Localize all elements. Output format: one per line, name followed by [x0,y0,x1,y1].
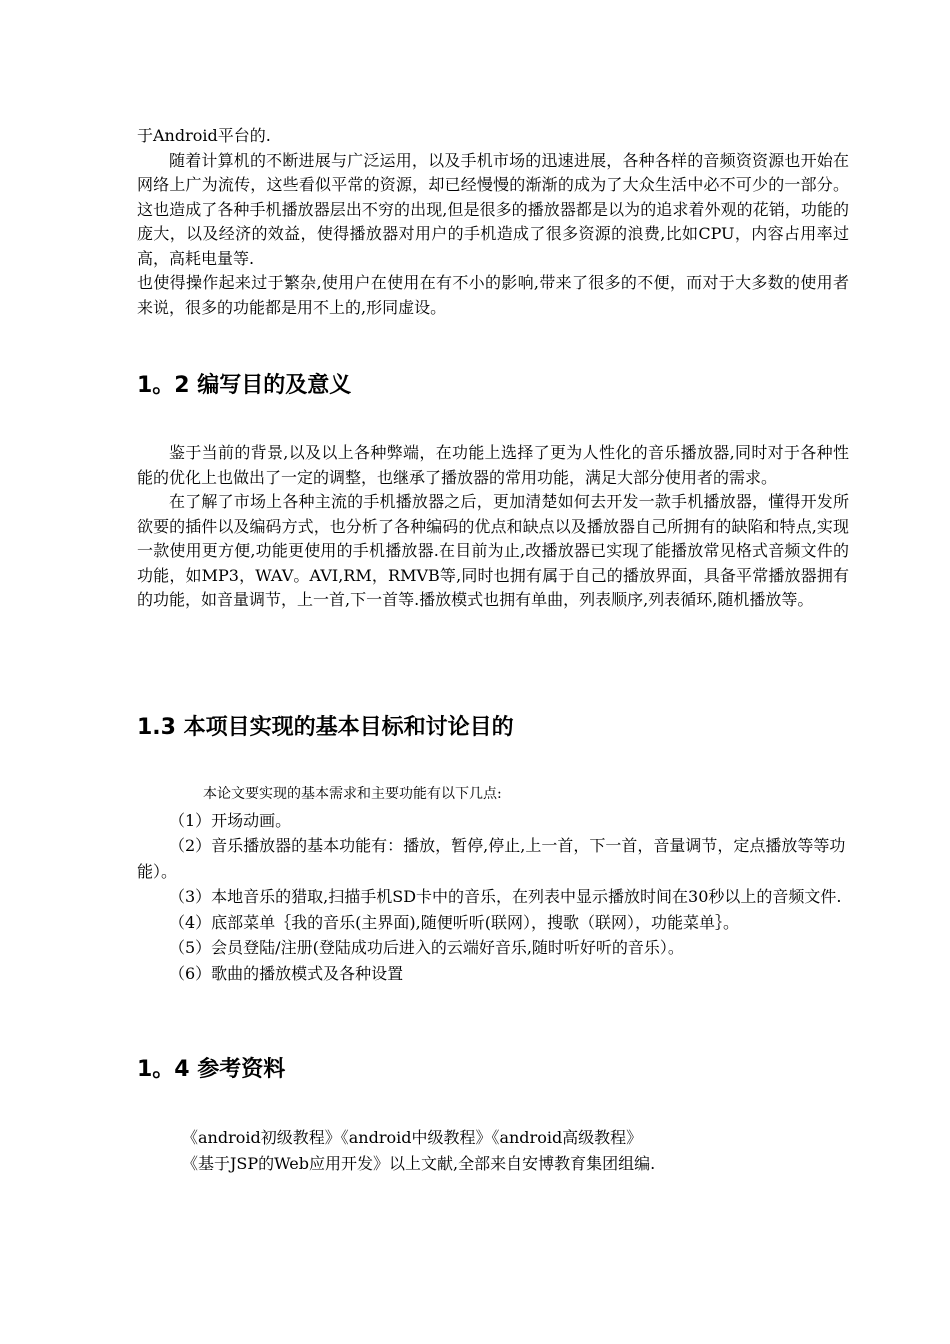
section-1-2-heading: 1。2 编写目的及意义 [137,373,352,398]
references-list [137,1125,849,1177]
intro-paragraph-2: 随着计算机的不断进展与广泛运用，以及手机市场的迅速进展，各种各样的音频资资源也开始在网络上广为流传，这些看似平常的资源，却已经慢慢的渐渐的成为了大众生活中必不可少的一部分。这也造成了各种手机播放器层出不穷的出现,但是很多的播放器都是以为的追求着外观的花销，功能的庞大，以及经济的效益，使得播放器对用户的手机造成了很多资源的浪费,比如CPU，内容占用率过高，高耗电量等. [137,150,849,268]
intro-section [137,124,849,320]
intro-paragraph-1: 于Android平台的. [137,126,271,145]
section-1-2-paragraph-2: 在了解了市场上各种主流的手机播放器之后，更加清楚如何去开发一款手机播放器，懂得开发所欲要的插件以及编码方式，也分析了各种编码的优点和缺点以及播放器自己所拥有的缺陷和特点,实现一款使用更方便,功能更使用的手机播放器.在目前为止,改播放器已实现了能播放常见格式音频文件的功能，如MP3，WAV。AVI,RM，RMVB等,同时也拥有属于自己的播放界面，具备平常播放器拥有的功能，如音量调节，上一首,下一首等.播放模式也拥有单曲，列表顺序,列表循环,随机播放等。 [137,492,849,609]
feature-list-item: （1）开场动画。 [169,810,292,830]
section-1-3-intro: 本论文要实现的基本需求和主要功能有以下几点: [203,786,502,802]
section-1-2-paragraph-1: 鉴于当前的背景,以及以上各种弊端，在功能上选择了更为人性化的音乐播放器,同时对于各种性能的优化上也做出了一定的调整，也继承了播放器的常用功能，满足大部分使用者的需求。 [137,443,849,487]
reference-item-2: 《基于JSP的Web应用开发》以上文献,全部来自安博教育集团组编. [182,1154,656,1173]
intro-paragraph-3: 也使得操作起来过于繁杂,使用户在使用在有不小的影响,带来了很多的不便，而对于大多数的使用者来说，很多的功能都是用不上的,形同虚设。 [137,273,849,317]
feature-list-item: （2）音乐播放器的基本功能有：播放，暂停,停止,上一首，下一首，音量调节，定点播放等等功能）。 [137,836,846,881]
feature-list-item: （5）会员登陆/注册(登陆成功后进入的云端好音乐,随时听好听的音乐）。 [169,938,684,957]
feature-list-item: （6）歌曲的播放模式及各种设置 [169,963,404,983]
section-1-3-heading: 1.3 本项目实现的基本目标和讨论目的 [137,715,514,740]
section-1-4-heading: 1。4 参考资料 [137,1057,286,1082]
section-1-2-body [137,441,849,613]
feature-list-item: （3）本地音乐的猎取,扫描手机SD卡中的音乐，在列表中显示播放时间在30秒以上的音频文件. [169,887,842,906]
reference-item-1: 《android初级教程》《android中级教程》《android高级教程》 [182,1128,643,1147]
section-1-3-body [137,782,849,986]
feature-list-item: （4）底部菜单｛我的音乐(主界面),随便听听(联网），搜歌（联网），功能菜单｝。 [169,912,739,932]
